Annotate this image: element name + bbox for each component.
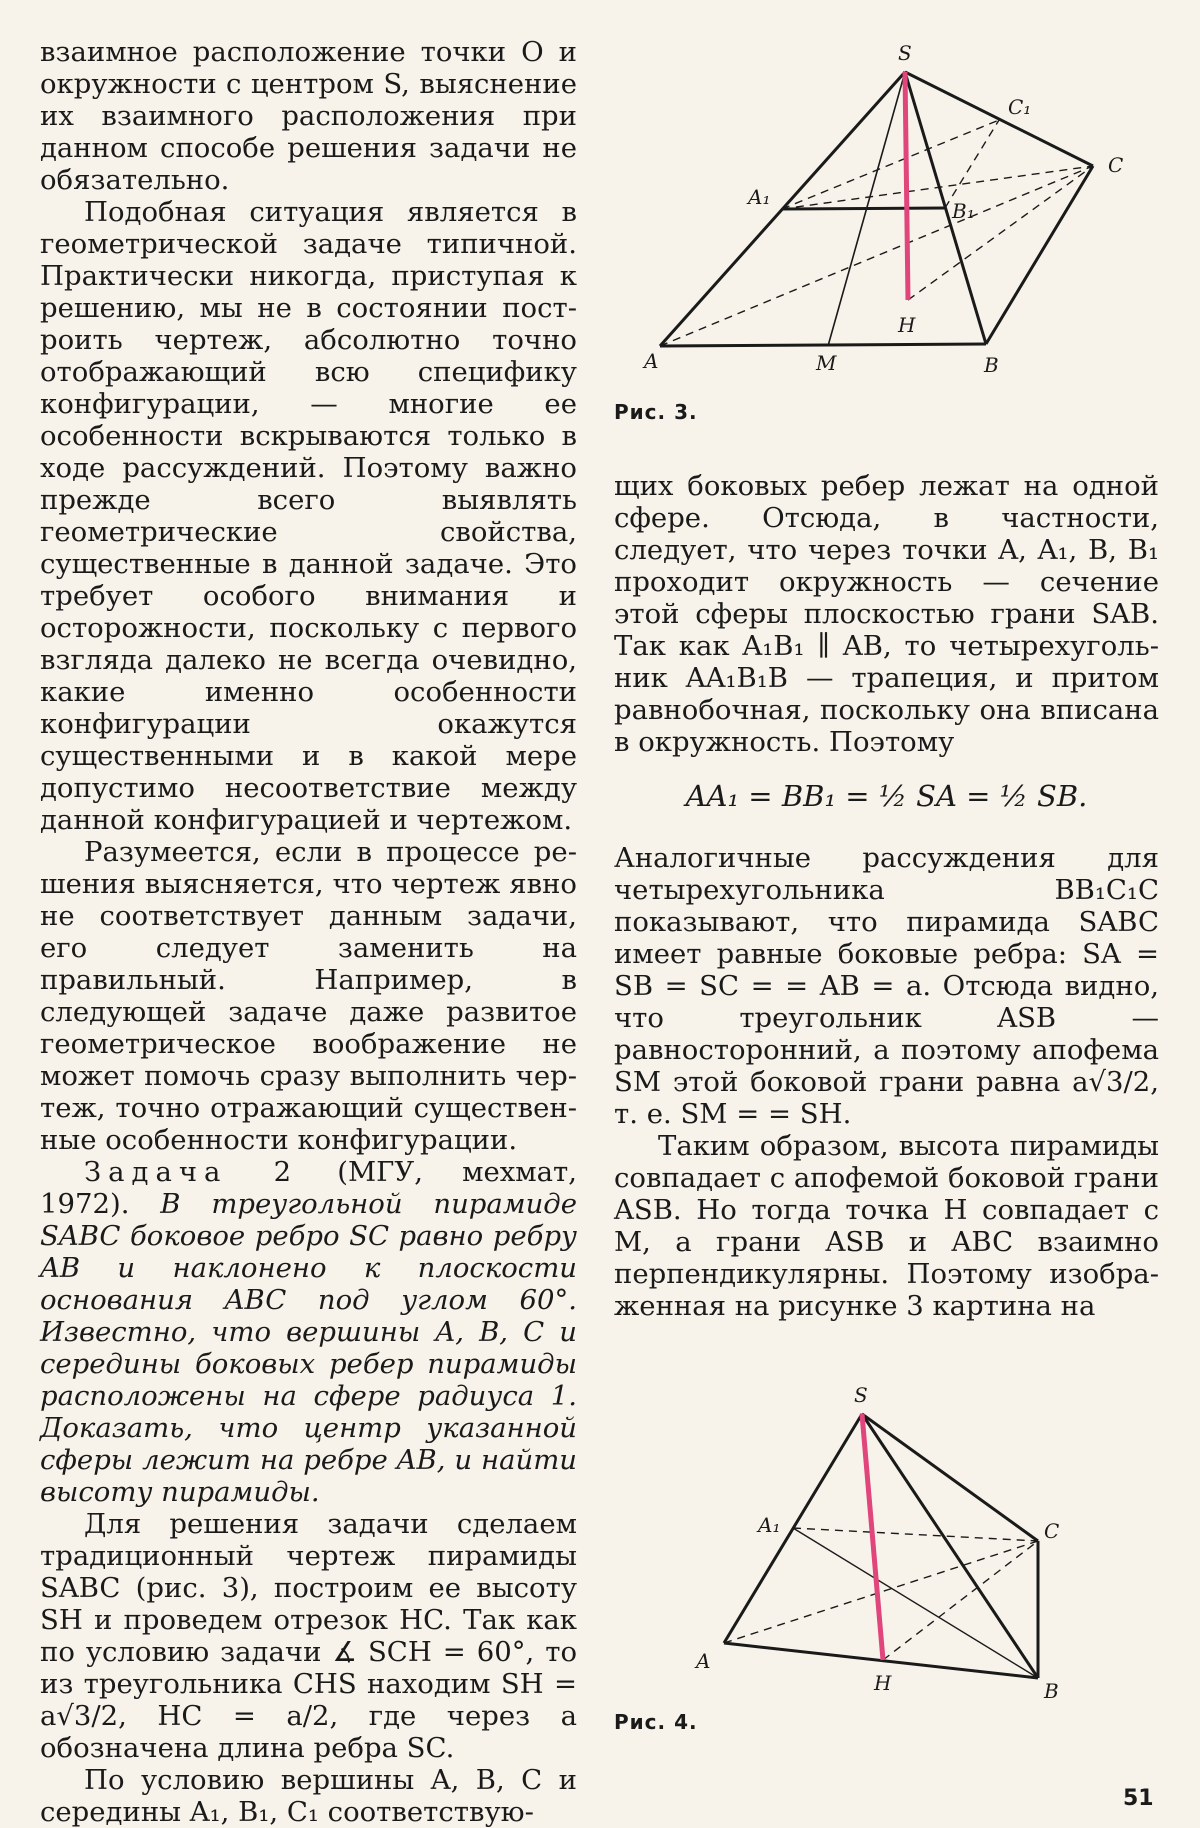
edge-BC [986, 166, 1093, 344]
task-source: (МГУ, мехмат, 1972). [40, 1156, 578, 1220]
paragraph: щих боковых ребер лежат на одной сфере. Отсюда, в частности, следует, что через точки A, A₁, B, B₁ проходит окружность — сечение этой сферы плоскостью грани SAB. Так как A₁B₁ ∥ AB, то четырехугольник AA₁B₁B — трапеция, и притом равнобочная, поскольку она вписана в окружность. Поэтому [614, 470, 1159, 758]
figure-4-pyramid [640, 1378, 1080, 1708]
label-S: S [898, 41, 912, 65]
figure-4-caption: Рис. 4. [614, 1710, 698, 1734]
label-M: M [816, 351, 837, 375]
segment-A1C1 [782, 120, 999, 209]
formula: AA₁ = BB₁ = ½ SA = ½ SB. [685, 779, 1088, 813]
edge-SC [862, 1414, 1038, 1541]
paragraph: Разумеется, если в процессе решения выясняется, что чертеж явно не соответствует данным задачи, его следует заменить на правильный. Например, в следующей задаче даже развитое геометрическое воображение не может помочь сразу выполнить чертеж, точно отражающий существенные особенности конфигурации. [40, 836, 577, 1156]
paragraph: Подобная ситуация является в геометрической задаче типичной. Практически никогда, приступая к решению, мы не в состоянии построить чертеж, абсолютно точно отображающий всю специфику конфигурации, — многие ее особенности вскрываются только в ходе рассуждений. Поэтому важно прежде всего выявлять геометрические свойства, существенные в данной задаче. Это требует особого внимания и осторожности, поскольку с первого взгляда далеко не всегда очевидно, какие именно особенности конфигурации окажутся существенными и в какой мере допустимо несоответствие между данной конфигурацией и чертежом. [40, 196, 577, 836]
label-B1: B₁ [952, 199, 975, 223]
label-H: H [874, 1671, 892, 1695]
label-C1: C₁ [1008, 95, 1032, 119]
paragraph: взаимное расположение точки O и окружности с центром S, выяснение их взаимного расположения при данном способе решения задачи не обязательно. [40, 36, 577, 196]
page-number: 51 [1123, 1786, 1154, 1811]
label-B: B [984, 353, 999, 377]
edge-AC [660, 166, 1093, 346]
edge-SB [862, 1414, 1038, 1678]
paragraph: Таким образом, высота пирамиды совпадает с апофемой боковой грани ASB. Но тогда точка H совпадает с M, а грани ASB и ABC взаимно перпендикулярны. Поэтому изображенная на рисунке 3 картина на [614, 1130, 1159, 1322]
label-A: A [644, 349, 659, 373]
segment-B1C1 [945, 120, 999, 208]
edge-AB [660, 344, 986, 346]
paragraph: Аналогичные рассуждения для четырехугольника BB₁C₁C показывают, что пирамида SABC имеет равные боковые ребра: SA = SB = SC = = AB = a. Отсюда видно, что треугольник ASB — равносторонний, а поэтому апофема SM этой боковой грани равна a√3/2, т. е. SM = = SH. [614, 842, 1159, 1130]
task-label: Задача 2 [84, 1156, 299, 1188]
segment-A1C [782, 166, 1093, 209]
label-B: B [1044, 1679, 1059, 1703]
label-S: S [854, 1383, 868, 1407]
segment-A1C [793, 1528, 1038, 1541]
label-H: H [898, 313, 916, 337]
figure-3-pyramid [618, 34, 1178, 394]
label-A1: A₁ [748, 185, 771, 209]
paragraph: По условию вершины A, B, C и середины A₁, B₁, C₁ соответствую- [40, 1764, 577, 1828]
label-C: C [1108, 153, 1124, 177]
height-SH [862, 1414, 883, 1660]
label-A: A [696, 1649, 711, 1673]
left-column [40, 36, 577, 1828]
figure-3-caption: Рис. 3. [614, 400, 698, 424]
edge-SC [905, 72, 1093, 166]
height-SH [905, 72, 908, 300]
label-C: C [1044, 1519, 1060, 1543]
task-paragraph [40, 1156, 577, 1508]
label-A1: A₁ [758, 1513, 781, 1537]
task-text: В треугольной пирамиде SABC боковое ребро SC равно ребру AB и наклонено к плоскости основания ABC под углом 60°. Известно, что вершины A, B, C и середины боковых ребер пирамиды расположены на сфере радиуса 1. Доказать, что центр указанной сферы лежит на ребре AB, и найти высоту пирамиды. [40, 1188, 577, 1508]
paragraph: Для решения задачи сделаем традиционный чертеж пирамиды SABC (рис. 3), построим ее высоту SH и проведем отрезок HC. Так как по условию задачи ∡ SCH = 60°, то из треугольника CHS находим SH = a√3/2, HC = a/2, где через a обозначена длина ребра SC. [40, 1508, 577, 1764]
segment-HC [908, 166, 1093, 300]
edge-A1B1 [782, 208, 945, 209]
right-column [614, 470, 1159, 1322]
